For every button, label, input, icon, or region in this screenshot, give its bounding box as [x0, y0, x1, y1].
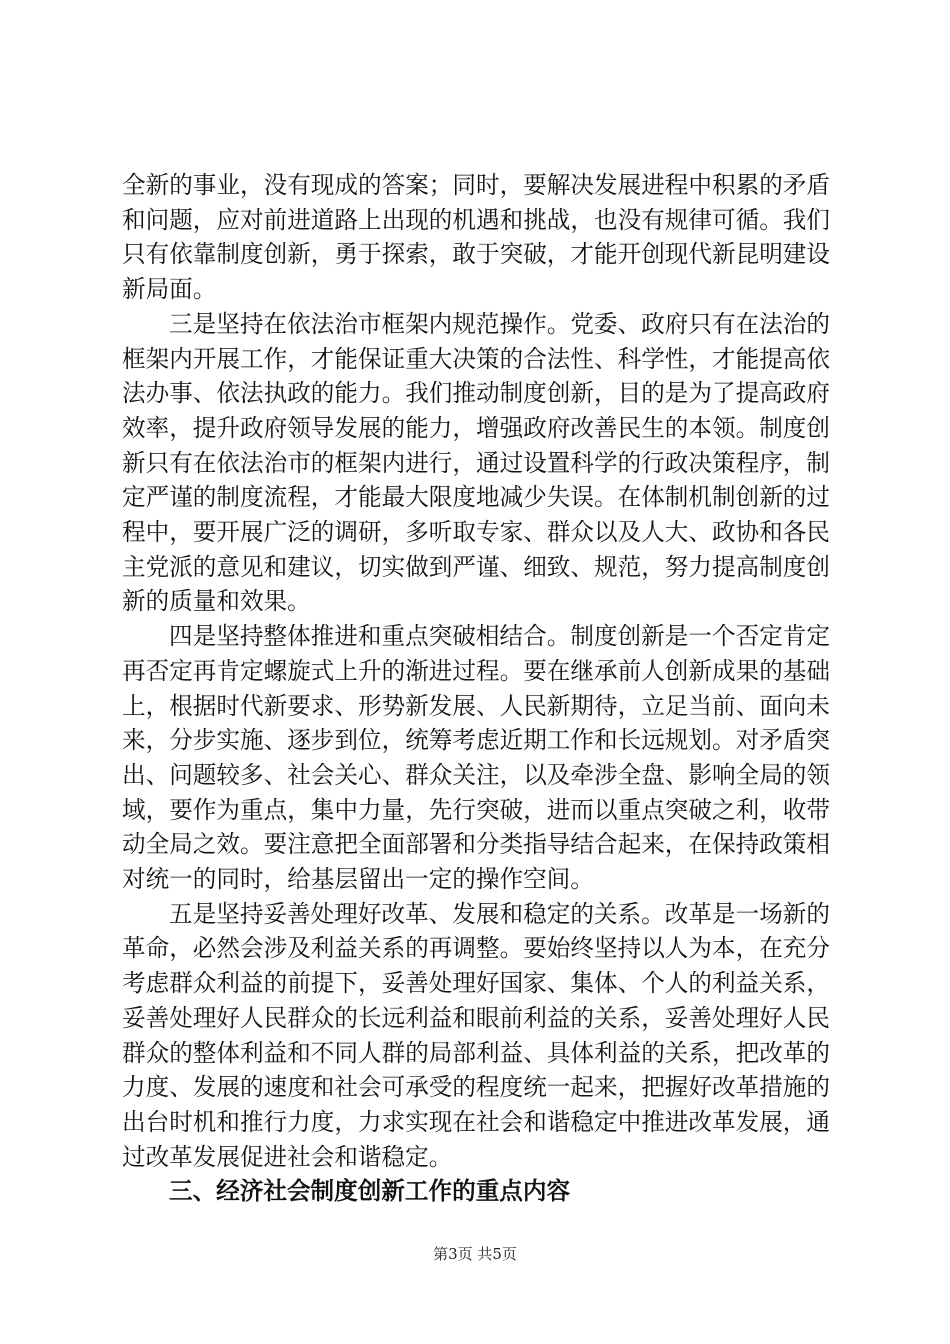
page-footer: 第3页 共5页 — [433, 1245, 517, 1263]
document-body — [122, 168, 830, 1209]
section-heading: 三、经济社会制度创新工作的重点内容 — [169, 1177, 571, 1206]
paragraph-point-five: 五是坚持妥善处理好改革、发展和稳定的关系。改革是一场新的革命，必然会涉及利益关系的再调整。要始终坚持以人为本，在充分考虑群众利益的前提下，妥善处理好国家、集体、个人的利益关系，妥善处理好人民群众的长远利益和眼前利益的关系，妥善处理好人民群众的整体利益和不同人群的局部利益、具体利益的关系，把改革的力度、发展的速度和社会可承受的程度统一起来，把握好改革措施的出台时机和推行力度，力求实现在社会和谐稳定中推进改革发展，通过改革发展促进社会和谐稳定。 — [122, 899, 830, 1171]
paragraph-point-four: 四是坚持整体推进和重点突破相结合。制度创新是一个否定肯定再否定再肯定螺旋式上升的渐进过程。要在继承前人创新成果的基础上，根据时代新要求、形势新发展、人民新期待，立足当前、面向未来，分步实施、逐步到位，统筹考虑近期工作和长远规划。对矛盾突出、问题较多、社会关心、群众关注，以及牵涉全盘、影响全局的领域，要作为重点，集中力量，先行突破，进而以重点突破之利，收带动全局之效。要注意把全面部署和分类指导结合起来，在保持政策相对统一的同时，给基层留出一定的操作空间。 — [122, 622, 830, 894]
paragraph-point-three: 三是坚持在依法治市框架内规范操作。党委、政府只有在法治的框架内开展工作，才能保证重大决策的合法性、科学性，才能提高依法办事、依法执政的能力。我们推动制度创新，目的是为了提高政府效率，提升政府领导发展的能力，增强政府改善民生的本领。制度创新只有在依法治市的框架内进行，通过设置科学的行政决策程序，制定严谨的制度流程，才能最大限度地减少失误。在体制机制创新的过程中，要开展广泛的调研，多听取专家、群众以及人大、政协和各民主党派的意见和建议，切实做到严谨、细致、规范，努力提高制度创新的质量和效果。 — [122, 309, 830, 616]
paragraph-continuation: 全新的事业，没有现成的答案；同时，要解决发展进程中积累的矛盾和问题，应对前进道路上出现的机遇和挑战，也没有规律可循。我们只有依靠制度创新，勇于探索，敢于突破，才能开创现代新昆明建设新局面。 — [122, 171, 830, 304]
